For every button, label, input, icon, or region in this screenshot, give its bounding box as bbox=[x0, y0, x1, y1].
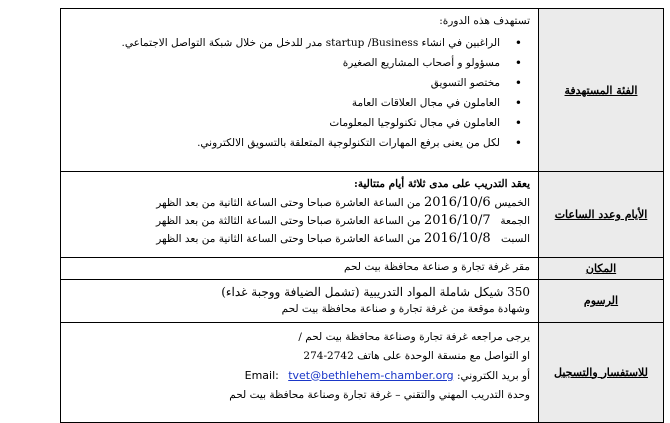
contact-row bbox=[61, 322, 664, 422]
target-content-cell bbox=[61, 9, 539, 172]
contact-label: للاستفسار والتسجيل bbox=[554, 365, 648, 379]
place-content-cell bbox=[61, 258, 539, 280]
place-label: المكان bbox=[585, 261, 617, 275]
target-list bbox=[67, 33, 530, 153]
schedule-label: الأيام وعدد الساعات bbox=[554, 208, 648, 221]
target-intro: تستهدف هذه الدورة: bbox=[439, 15, 530, 27]
target-label-cell bbox=[539, 9, 664, 172]
fees-content-cell bbox=[61, 279, 539, 322]
list-item: • لكل من يعنى برفع المهارات التكنولوجية المتعلقة بالتسويق الالكتروني. bbox=[67, 133, 500, 153]
contact-line-2: او التواصل مع منسقة الوحدة على هاتف 2742-274 bbox=[303, 349, 530, 362]
schedule-day: الجمعة bbox=[500, 214, 530, 227]
place-row bbox=[61, 258, 664, 280]
contact-line-4: وحدة التدريب المهني والتقني – غرفة تجارة وصناعة محافظة بيت لحم bbox=[229, 388, 530, 401]
schedule-time: من الساعة العاشرة صباحا وحتى الساعة الثانية من بعد الظهر bbox=[156, 196, 421, 209]
list-item: • مسؤولو و أصحاب المشاريع الصغيرة bbox=[67, 53, 500, 73]
place-text: مقر غرفة تجارة و صناعة محافظة بيت لحم bbox=[344, 261, 530, 273]
schedule-row bbox=[61, 172, 664, 258]
contact-content-cell bbox=[61, 322, 539, 422]
schedule-label-cell bbox=[539, 172, 664, 258]
email-label: Email: bbox=[244, 368, 279, 382]
course-info-table bbox=[60, 8, 664, 423]
schedule-day: الخميس bbox=[494, 196, 530, 209]
schedule-time: من الساعة العاشرة صباحا وحتى الساعة الثانية من بعد الظهر bbox=[156, 232, 421, 245]
list-item: • العاملون في مجال العلاقات العامة bbox=[67, 93, 500, 113]
schedule-heading: يعقد التدريب على مدى ثلاثة أيام متتالية: bbox=[353, 178, 530, 190]
schedule-day-row bbox=[67, 194, 530, 212]
place-label-cell bbox=[539, 258, 664, 280]
target-row bbox=[61, 9, 664, 172]
schedule-day-row bbox=[67, 212, 530, 230]
schedule-day: السبت bbox=[501, 232, 530, 245]
fees-line-2: وشهادة موقعة من غرفة تجارة و صناعة محافظة بيت لحم bbox=[281, 303, 530, 315]
email-link[interactable]: tvet@bethlehem-chamber.org bbox=[288, 368, 454, 382]
schedule-date: 2016/10/8 bbox=[423, 230, 491, 246]
schedule-day-row bbox=[67, 230, 530, 248]
list-item: • العاملون في مجال تكنولوجيا المعلومات bbox=[67, 113, 500, 133]
target-label: الفئة المستهدفة bbox=[564, 83, 638, 97]
contact-label-cell bbox=[539, 322, 664, 422]
email-prefix: أو بريد الكتروني: bbox=[457, 369, 530, 382]
list-item: • الراغبين في انشاء startup /Business مدر للدخل من خلال شبكة التواصل الاجتماعي. bbox=[67, 33, 500, 53]
schedule-date: 2016/10/6 bbox=[423, 194, 491, 210]
fees-row bbox=[61, 279, 664, 322]
contact-line-1: يرجى مراجعه غرفة تجارة وصناعة محافظة بيت لحم / bbox=[298, 330, 530, 343]
fees-line-1: 350 شيكل شاملة المواد التدريبية (تشمل الضيافة ووجبة غداء) bbox=[221, 284, 530, 299]
schedule-date: 2016/10/7 bbox=[423, 212, 491, 228]
list-item: • مختصو التسويق bbox=[67, 73, 500, 93]
fees-label-cell bbox=[539, 279, 664, 322]
schedule-time: من الساعة العاشرة صباحا وحتى الساعة الثالثة من بعد الظهر bbox=[155, 214, 421, 227]
fees-label: الرسوم bbox=[583, 294, 619, 307]
schedule-content-cell bbox=[61, 172, 539, 258]
contact-email-line bbox=[67, 366, 530, 386]
